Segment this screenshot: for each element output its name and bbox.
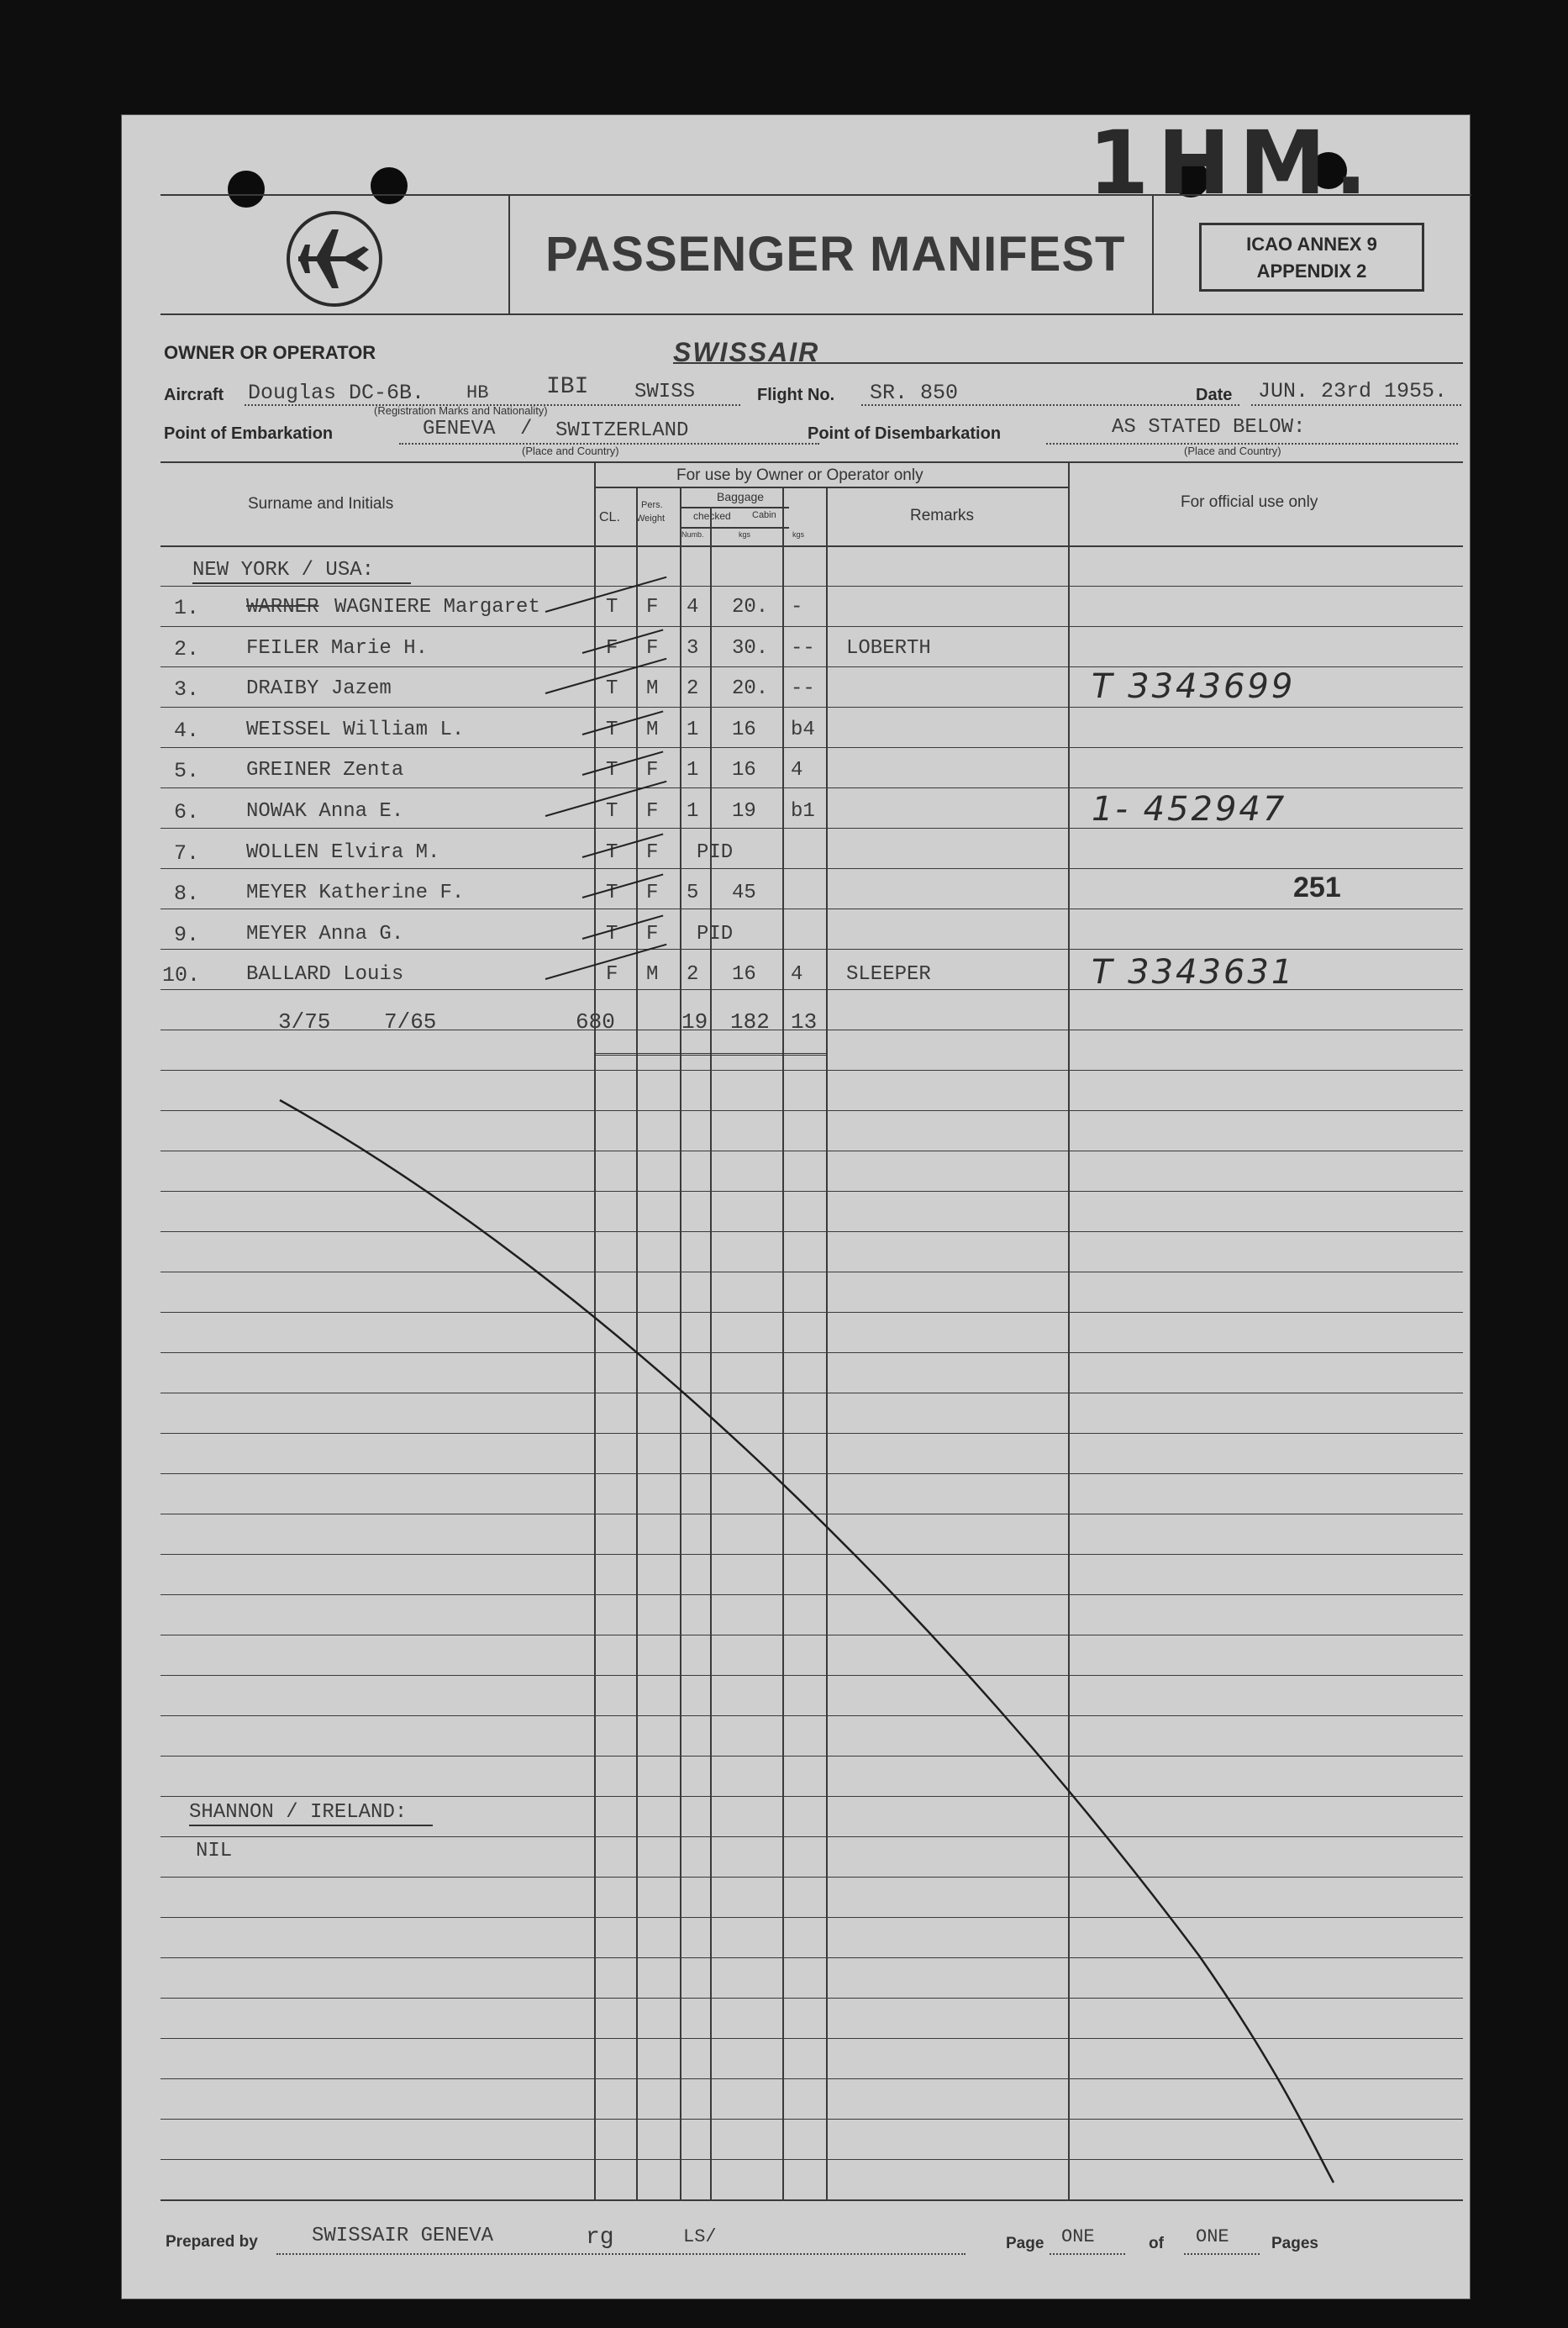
flight-label: Flight No. — [757, 386, 835, 404]
place-note: (Place and Country) — [522, 445, 619, 457]
disembarkation-value: AS STATED BELOW: — [1112, 416, 1306, 439]
cell-remarks: LOBERTH — [846, 636, 931, 660]
cell-sex: M — [646, 677, 659, 701]
col-remarks: Remarks — [910, 507, 975, 524]
cell-cabin: -- — [791, 677, 815, 701]
cell-official: T 3343631 — [1092, 953, 1296, 993]
manifest-sheet: 1HM. PASSENGER MANIFEST ICAO ANNEX 9 APPENDIX 2 OWNER OR OPERATOR SWISSAIR Aircraft Douglas DC-6B. HB IBI SWISS (Registration Marks and Nationality) Flight No. SR. 850 Date JUN. 23rd 1955. Point of Embarkation GENEVA / SWITZERLAND (Place and Country) Point of Disembarkation AS STATED BELOW: (Place and Country) Surname and Initials For use by Owner or Operator only CL. Pers. Weight Baggage checked Cabin Numb. kgs kgs Remarks For official use only NEW YORK / USA: SHANNON / IRELAND: NIL 1. WARNER WAGNIERE Margaret T F 4 20. - 2. FEILER Marie H. F F 3 30. -- LOBERTH 3. DRAIBY Jazem T M 2 20. -- T 3343699 4. WEISSEL William L. T M 1 16 b4 5. GREINER Zenta T F 1 16 4 6. NOWAK Anna E. T F 1 19 b1 1- 452947 7. WOLLEN Elvira M. T F PID 8. MEYER Katherine F. T F 5 45 251 9. MEYER Anna G. T F PID 10. BALLARD Louis F M 2 16 4 SLEEPER T 3343631 3/75 7/65 680 19 182 13 Prepared by SWISSAIR GENEVA rg LS/ Page ONE of ONE Pages — [121, 114, 1471, 2299]
cell-sex: M — [646, 718, 659, 741]
prepared-label: Prepared by — [166, 2233, 258, 2251]
page-title: PASSENGER MANIFEST — [545, 227, 1126, 282]
prepared-initials-2: LS/ — [683, 2226, 717, 2247]
embarkation-label: Point of Embarkation — [164, 424, 334, 443]
cell-cabin: -- — [791, 636, 815, 660]
total-numb: 19 — [681, 1009, 708, 1035]
icao-line-1: ICAO ANNEX 9 — [1246, 234, 1377, 255]
cell-name: WEISSEL William L. — [246, 718, 465, 741]
page-total: ONE — [1196, 2226, 1229, 2247]
total-left-1: 3/75 — [278, 1009, 331, 1035]
handwritten-mark: 1HM. — [1088, 112, 1376, 214]
cell-official: 251 — [1293, 872, 1341, 904]
cell-class: T — [606, 596, 618, 619]
col-baggage: Baggage — [717, 490, 765, 503]
cell-kgs: 19 — [732, 800, 756, 823]
total-weight: 680 — [576, 1009, 615, 1035]
reg-prefix: HB — [466, 382, 489, 403]
section-shannon-note: NIL — [196, 1840, 233, 1862]
cell-cabin: - — [791, 596, 803, 619]
cell-kgs: 20. — [732, 677, 769, 701]
cell-class: T — [606, 882, 618, 905]
of-label: of — [1149, 2235, 1164, 2252]
owner-label: OWNER OR OPERATOR — [164, 342, 376, 363]
embarkation-country: SWITZERLAND — [555, 419, 689, 442]
cell-sex: M — [646, 963, 659, 987]
cell-sex: F — [646, 882, 659, 905]
cell-sex: F — [646, 800, 659, 823]
cell-number: 1. — [174, 596, 200, 620]
cell-class: T — [606, 759, 618, 782]
prepared-initials-1: rg — [586, 2225, 614, 2251]
cell-sex: F — [646, 922, 659, 945]
cell-cabin: b4 — [791, 718, 815, 741]
cell-name: GREINER Zenta — [246, 759, 404, 782]
flight-date: JUN. 23rd 1955. — [1258, 379, 1448, 403]
cell-kgs: 30. — [732, 636, 769, 660]
embarkation-city: GENEVA — [423, 418, 496, 440]
col-official: For official use only — [1181, 493, 1318, 511]
cell-kgs: 45 — [732, 882, 756, 905]
cell-name: MEYER Anna G. — [246, 922, 404, 945]
col-weight: Weight — [636, 514, 666, 524]
cell-sex: F — [646, 596, 659, 619]
nationality: SWISS — [634, 381, 696, 403]
cell-numb: 1 — [687, 718, 699, 741]
cell-cabin: 4 — [791, 963, 803, 987]
cell-numb: 2 — [687, 963, 699, 987]
date-label: Date — [1196, 386, 1233, 404]
cell-sex: F — [646, 636, 659, 660]
cell-official: T 3343699 — [1092, 667, 1296, 707]
cell-name: NOWAK Anna E. — [246, 800, 404, 823]
cell-name-struck: WARNER — [246, 596, 319, 619]
cell-class: T — [606, 800, 618, 823]
col-cl: CL. — [599, 510, 620, 524]
reg-marks: IBI — [546, 374, 589, 400]
col-pers: Pers. — [641, 500, 663, 510]
cell-number: 8. — [174, 882, 200, 907]
cell-name: MEYER Katherine F. — [246, 882, 465, 905]
cell-name: BALLARD Louis — [246, 963, 404, 987]
prepared-value: SWISSAIR GENEVA — [312, 2225, 494, 2247]
cell-class: T — [606, 677, 618, 701]
place-note-2: (Place and Country) — [1184, 445, 1281, 457]
cell-number: 5. — [174, 759, 200, 784]
total-left-2: 7/65 — [384, 1009, 437, 1035]
cell-name: DRAIBY Jazem — [246, 677, 392, 701]
cell-numb: 4 — [687, 596, 699, 619]
col-numb: Numb. — [681, 530, 704, 539]
cell-numb: 1 — [687, 759, 699, 782]
cell-class: F — [606, 963, 618, 987]
cell-name: WOLLEN Elvira M. — [246, 840, 440, 864]
cell-official: 1- 452947 — [1092, 790, 1287, 829]
cell-name: FEILER Marie H. — [246, 636, 429, 660]
cell-numb: 3 — [687, 636, 699, 660]
total-kgs: 182 — [730, 1009, 770, 1035]
aircraft-label: Aircraft — [164, 386, 224, 404]
col-kgs: kgs — [739, 530, 751, 539]
col-surname: Surname and Initials — [248, 495, 394, 513]
col-checked: checked — [693, 510, 731, 522]
cell-class: T — [606, 922, 618, 945]
col-kgs-cabin: kgs — [792, 530, 805, 539]
cell-kgs: 16 — [732, 759, 756, 782]
cell-numb: 5 — [687, 882, 699, 905]
aircraft-value: Douglas DC-6B. — [248, 381, 425, 405]
cell-cabin: b1 — [791, 800, 815, 823]
reg-note: (Registration Marks and Nationality) — [374, 404, 548, 417]
flight-number: SR. 850 — [870, 381, 959, 405]
section-shannon: SHANNON / IRELAND: — [189, 1801, 408, 1824]
col-owner-use: For use by Owner or Operator only — [676, 466, 923, 484]
icao-line-2: APPENDIX 2 — [1256, 261, 1367, 282]
col-cabin: Cabin — [752, 510, 776, 520]
cell-class: T — [606, 718, 618, 741]
cell-kgs: 16 — [732, 963, 756, 987]
cell-sex: F — [646, 840, 659, 864]
cell-kgs: 16 — [732, 718, 756, 741]
cell-number: 4. — [174, 718, 200, 743]
cell-kgs: PID — [697, 922, 734, 945]
cell-class: F — [606, 636, 618, 660]
cell-number: 7. — [174, 840, 200, 866]
disembarkation-label: Point of Disembarkation — [808, 424, 1002, 443]
cell-number: 3. — [174, 677, 200, 703]
cell-kgs: 20. — [732, 596, 769, 619]
cell-remarks: SLEEPER — [846, 963, 931, 987]
total-cabin: 13 — [791, 1009, 818, 1035]
cell-number: 6. — [174, 800, 200, 824]
cell-kgs: PID — [697, 840, 734, 864]
cell-class: T — [606, 840, 618, 864]
page-number: ONE — [1061, 2226, 1095, 2247]
cell-number: 2. — [174, 636, 200, 661]
page-label: Page — [1006, 2235, 1044, 2252]
pages-label: Pages — [1271, 2235, 1318, 2252]
cell-sex: F — [646, 759, 659, 782]
cell-numb: 1 — [687, 800, 699, 823]
cell-number: 9. — [174, 922, 200, 947]
cell-number: 10. — [162, 963, 201, 988]
cell-cabin: 4 — [791, 759, 803, 782]
cancel-stroke — [122, 115, 1471, 2300]
owner-value: SWISSAIR — [673, 337, 820, 367]
section-new-york: NEW YORK / USA: — [192, 559, 375, 582]
cell-name: WAGNIERE Margaret — [334, 596, 540, 619]
cell-numb: 2 — [687, 677, 699, 701]
